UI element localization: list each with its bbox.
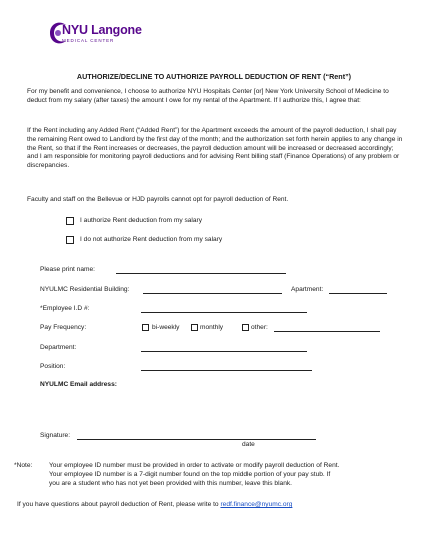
faculty-note: Faculty and staff on the Bellevue or HJD payrolls cannot opt for payroll deduction of Rent. xyxy=(27,196,289,203)
authorize-label: I authorize Rent deduction from my salary xyxy=(80,217,203,224)
decline-checkbox[interactable] xyxy=(66,236,74,244)
position-label: Position: xyxy=(40,363,66,370)
logo-name: NYU Langone xyxy=(62,23,142,37)
print-name-label: Please print name: xyxy=(40,266,95,273)
apartment-label: Apartment: xyxy=(291,286,324,293)
logo-subtitle: MEDICAL CENTER xyxy=(62,38,115,43)
print-name-field[interactable] xyxy=(116,273,286,274)
note-label: *Note: xyxy=(14,462,33,469)
authorize-checkbox[interactable] xyxy=(66,217,74,225)
intro-paragraph: For my benefit and convenience, I choose to authorize NYU Hospitals Center [or] New York University School of Medicine to deduct from my salary (after taxes) the amount I owe for my rental of the Apartment. If I authorize this, I agree that: xyxy=(27,88,389,104)
finance-email-link[interactable]: redf.finance@nyumc.org xyxy=(220,501,293,508)
decline-label: I do not authorize Rent deduction from my salary xyxy=(80,236,223,243)
other-checkbox[interactable] xyxy=(242,324,249,331)
email-label: NYULMC Email address: xyxy=(40,381,117,388)
terms-paragraph: If the Rent including any Added Rent (“Added Rent”) for the Apartment exceeds the amount of the payroll deduction, I shall pay the remaining Rent owed to Landlord by the first day of the month; and the authorization set forth herein applies to any change in the Rent, so that if the Rent increases or decreases, the payroll deduction amount will be increased or decreased accordingly; and I am responsible for monitoring payroll deductions and for advising Rent billing staff (Finance Operations) of any problem or discrepancies. xyxy=(27,127,403,170)
employee-id-label: *Employee I.D #: xyxy=(40,305,90,312)
biweekly-label: bi-weekly xyxy=(152,324,180,331)
signature-label: Signature: xyxy=(40,432,71,439)
building-label: NYULMC Residential Building: xyxy=(40,286,130,293)
other-field[interactable] xyxy=(274,331,380,332)
monthly-checkbox[interactable] xyxy=(191,324,198,331)
date-label: date xyxy=(242,441,255,448)
building-field[interactable] xyxy=(143,293,282,294)
note-line-2: Your employee ID number is a 7-digit number found on the top middle portion of your pay stub. If xyxy=(49,471,331,478)
note-line-1: Your employee ID number must be provided in order to activate or modify payroll deduction of Rent. xyxy=(49,462,340,469)
page-title: AUTHORIZE/DECLINE TO AUTHORIZE PAYROLL DEDUCTION OF RENT (“Rent”) xyxy=(76,72,352,81)
department-field[interactable] xyxy=(141,351,307,352)
apartment-field[interactable] xyxy=(329,293,387,294)
employee-id-field[interactable] xyxy=(141,312,307,313)
other-label: other: xyxy=(251,324,268,331)
note-line-3: you are a student who has not yet been provided with this number, leave this blank. xyxy=(49,480,293,487)
department-label: Department: xyxy=(40,344,77,351)
pay-frequency-label: Pay Frequency: xyxy=(40,324,87,331)
footer-text xyxy=(17,501,417,510)
footer-question: If you have questions about payroll deduction of Rent, please write to xyxy=(17,501,219,508)
signature-field[interactable] xyxy=(77,439,316,440)
position-field[interactable] xyxy=(141,370,312,371)
biweekly-checkbox[interactable] xyxy=(142,324,149,331)
monthly-label: monthly xyxy=(200,324,224,331)
